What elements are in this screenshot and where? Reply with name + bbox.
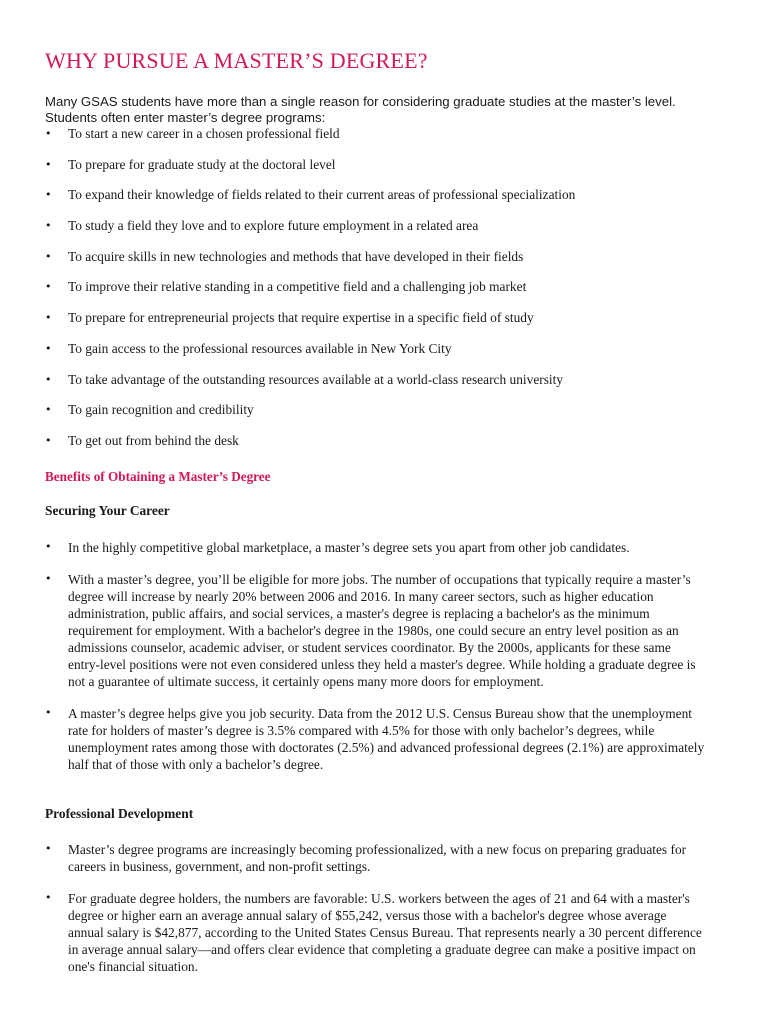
list-item: • With a master’s degree, you’ll be eligible for more jobs. The number of occupations that typically require a master’s degree will increase by nearly 20% between 2006 and 2016. In many career sectors, such as higher education administration, public affairs, and social services, a master's degree is replacing a bachelor's as the minimum requirement for employment. With a bachelor's degree in the 1980s, one could secure an entry level position as an admissions counselor, academic adviser, or student services coordinator. By the 2000s, applicants for these same entry-level positions were not even considered unless they held a master's degree. While holding a graduate degree is not a guarantee of ultimate success, it certainly opens many more doors for employment. <box>45 571 705 690</box>
list-item: • A master’s degree helps give you job security. Data from the 2012 U.S. Census Bureau show that the unemployment rate for holders of master’s degree is 3.5% compared with 4.5% for those with only bachelor’s degrees, while unemployment rates among those with doctorates (2.5%) and advanced professional degrees (2.1%) are approximately half that of those with only a bachelor’s degree. <box>45 705 705 773</box>
benefits-heading: Benefits of Obtaining a Master’s Degree <box>45 469 271 484</box>
list-item: • To prepare for graduate study at the doctoral level <box>45 157 735 188</box>
list-item: • To start a new career in a chosen professional field <box>45 126 735 157</box>
list-item: • To gain recognition and credibility <box>45 402 735 433</box>
career-heading: Securing Your Career <box>45 503 170 518</box>
list-item: • To study a field they love and to explore future employment in a related area <box>45 218 735 249</box>
list-item: • To acquire skills in new technologies and methods that have developed in their fields <box>45 249 735 280</box>
page-title: WHY PURSUE A MASTER’S DEGREE? <box>45 48 428 73</box>
professional-list <box>45 841 705 975</box>
list-item: • To improve their relative standing in a competitive field and a challenging job market <box>45 279 735 310</box>
reasons-list <box>45 126 735 464</box>
list-item: • To expand their knowledge of fields related to their current areas of professional specialization <box>45 187 735 218</box>
list-item: • Master’s degree programs are increasingly becoming professionalized, with a new focus on preparing graduates for careers in business, government, and non-profit settings. <box>45 841 705 875</box>
list-item: • To take advantage of the outstanding resources available at a world-class research university <box>45 372 735 403</box>
list-item: • For graduate degree holders, the numbers are favorable: U.S. workers between the ages of 21 and 64 with a master's degree or higher earn an average annual salary of $55,242, versus those with a bachelor's degree whose average annual salary is $42,877, according to the United States Census Bureau. That represents nearly a 30 percent difference in average annual salary—and offers clear evidence that completing a graduate degree can make a positive impact on one's financial situation. <box>45 890 705 975</box>
list-item: • To gain access to the professional resources available in New York City <box>45 341 735 372</box>
list-item: • To prepare for entrepreneurial projects that require expertise in a specific field of study <box>45 310 735 341</box>
career-list <box>45 539 705 773</box>
professional-heading: Professional Development <box>45 806 194 821</box>
intro-paragraph: Many GSAS students have more than a single reason for considering graduate studies at the master’s level. Students often enter master’s degree programs: <box>45 94 676 125</box>
list-item: • To get out from behind the desk <box>45 433 735 464</box>
list-item: • In the highly competitive global marketplace, a master’s degree sets you apart from other job candidates. <box>45 539 705 556</box>
